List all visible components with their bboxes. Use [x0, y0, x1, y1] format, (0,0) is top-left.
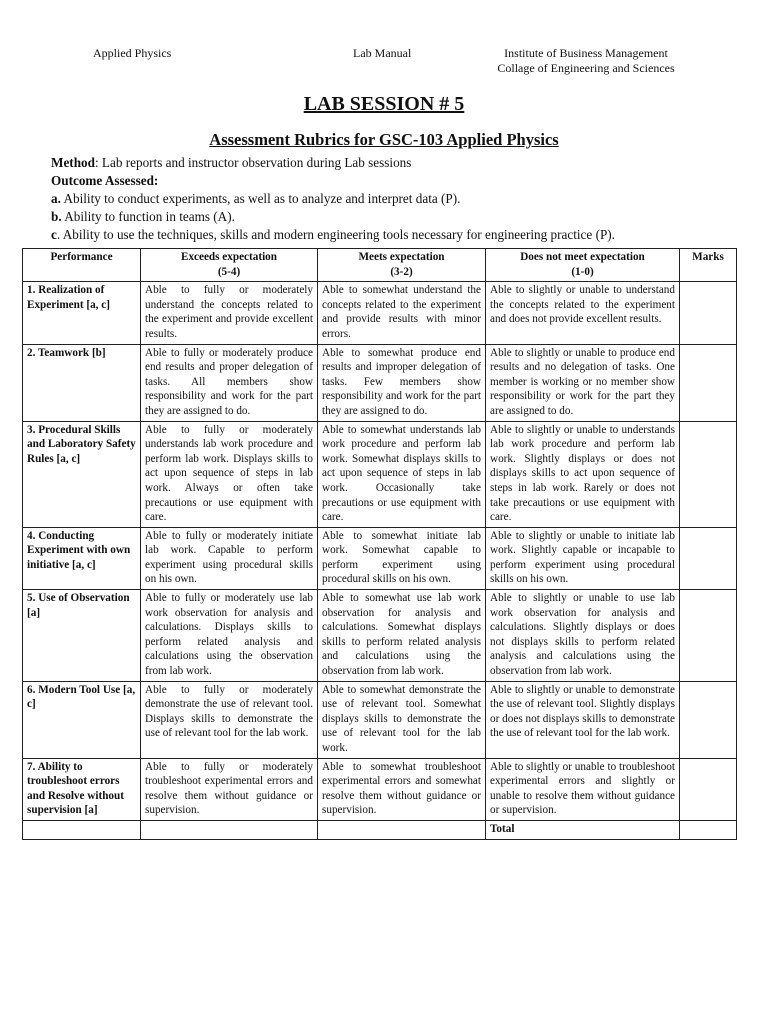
not-meet-cell: Able to slightly or unable to troubleshoot experimental errors and slightly or unable to resolve them without guidance or supervision.	[486, 758, 680, 820]
not-meet-cell: Able to slightly or unable to initiate lab work. Slightly capable or incapable to perform experiment using procedural skills on his own.	[486, 527, 680, 589]
outcome-item	[51, 208, 751, 226]
total-row	[23, 820, 737, 839]
total-empty-cell	[23, 820, 141, 839]
header-institute	[490, 46, 682, 76]
header-meets-label: Meets expectation	[358, 251, 445, 263]
table-row	[23, 758, 737, 820]
marks-cell	[680, 527, 737, 589]
performance-cell: 5. Use of Observation [a]	[23, 590, 141, 682]
page-subtitle: Assessment Rubrics for GSC-103 Applied Physics	[209, 130, 559, 149]
performance-cell: 1. Realization of Experiment [a, c]	[23, 282, 141, 344]
meets-cell: Able to somewhat initiate lab work. Somewhat capable to perform experiment using procedural skills on his own.	[318, 527, 486, 589]
header-meets-range: (3-2)	[390, 265, 413, 278]
not-meet-cell: Able to slightly or unable to use lab work observation for analysis and calculations. Slightly displays or does not displays skills to perform related analysis and calculations using the observation from lab work.	[486, 590, 680, 682]
total-marks-cell	[680, 820, 737, 839]
page-title: LAB SESSION # 5	[303, 93, 465, 115]
meets-cell: Able to somewhat understand the concepts related to the experiment and provide results with minor errors.	[318, 282, 486, 344]
not-meet-cell: Able to slightly or unable to understands lab work procedure and perform lab work. Slightly displays or does not displays skills to act upon sequence of steps in lab work. Rarely or does not take precautions or use equipment with care.	[486, 421, 680, 527]
outcome-text: Ability to function in teams (A).	[61, 209, 235, 224]
exceeds-cell: Able to fully or moderately troubleshoot experimental errors and resolve them without guidance or supervision.	[141, 758, 318, 820]
outcome-key: c	[51, 227, 57, 242]
header-institute-line2: Collage of Engineering and Sciences	[497, 61, 675, 75]
outcome-key: a.	[51, 191, 61, 206]
table-row	[23, 527, 737, 589]
header-marks: Marks	[680, 249, 737, 282]
outcome-item	[51, 226, 751, 244]
not-meet-cell: Able to slightly or unable to understand the concepts related to the experiment and does not provide excellent results.	[486, 282, 680, 344]
marks-cell	[680, 421, 737, 527]
table-row	[23, 590, 737, 682]
rubric-table	[22, 248, 737, 840]
performance-cell: 4. Conducting Experiment with own initiative [a, c]	[23, 527, 141, 589]
method-text: : Lab reports and instructor observation during Lab sessions	[94, 155, 412, 170]
marks-cell	[680, 282, 737, 344]
table-row	[23, 344, 737, 421]
meets-cell: Able to somewhat produce end results and improper delegation of tasks. Few members show responsibility and work for the part they are assigned to do.	[318, 344, 486, 421]
header-meets	[318, 249, 486, 282]
exceeds-cell: Able to fully or moderately initiate lab work. Capable to perform experiment using procedural skills on his own.	[141, 527, 318, 589]
table-row	[23, 421, 737, 527]
intro-section	[51, 154, 751, 244]
total-label: Total	[486, 820, 680, 839]
marks-cell	[680, 590, 737, 682]
exceeds-cell: Able to fully or moderately demonstrate the use of relevant tool. Displays skills to demonstrate the use of relevant tool for the lab work.	[141, 681, 318, 758]
not-meet-cell: Able to slightly or unable to produce end results and no delegation of tasks. One member is working or no member show responsibility or work for the part they are assigned to do.	[486, 344, 680, 421]
table-header-row	[23, 249, 737, 282]
method-label: Method	[51, 155, 95, 170]
outcome-label: Outcome Assessed:	[51, 173, 159, 188]
header-manual: Lab Manual	[353, 46, 412, 60]
meets-cell: Able to somewhat troubleshoot experimental errors and somewhat resolve them without guidance or supervision.	[318, 758, 486, 820]
outcome-heading	[51, 172, 751, 190]
outcome-key: b.	[51, 209, 62, 224]
header-not-meet	[486, 249, 680, 282]
header-exceeds-range: (5-4)	[217, 265, 241, 278]
exceeds-cell: Able to fully or moderately understands lab work procedure and perform lab work. Displays skills to act upon sequence of steps in lab work. Always or often take precautions or use equipment with care.	[141, 421, 318, 527]
header-not-meet-range: (1-0)	[571, 265, 594, 278]
table-row	[23, 681, 737, 758]
performance-cell: 3. Procedural Skills and Laboratory Safety Rules [a, c]	[23, 421, 141, 527]
outcome-item	[51, 190, 751, 208]
table-row	[23, 282, 737, 344]
header-exceeds-label: Exceeds expectation	[180, 251, 277, 263]
header-performance: Performance	[23, 249, 141, 282]
exceeds-cell: Able to fully or moderately produce end results and proper delegation of tasks. All members show responsibility and work for the part they are assigned to do.	[141, 344, 318, 421]
header-institute-line1: Institute of Business Management	[504, 46, 668, 60]
marks-cell	[680, 344, 737, 421]
header-course: Applied Physics	[93, 46, 172, 60]
performance-cell: 2. Teamwork [b]	[23, 344, 141, 421]
outcome-text: Ability to conduct experiments, as well as to analyze and interpret data (P).	[60, 191, 461, 206]
header-exceeds	[141, 249, 318, 282]
total-empty-cell	[141, 820, 318, 839]
header-not-meet-label: Does not meet expectation	[520, 251, 645, 263]
marks-cell	[680, 681, 737, 758]
meets-cell: Able to somewhat use lab work observation for analysis and calculations. Somewhat displays skills to perform related analysis and calculations using the observation from lab work.	[318, 590, 486, 682]
method-line	[51, 154, 751, 172]
meets-cell: Able to somewhat demonstrate the use of relevant tool. Somewhat displays skills to demonstrate the use of relevant tool for the lab work.	[318, 681, 486, 758]
performance-cell: 6. Modern Tool Use [a, c]	[23, 681, 141, 758]
performance-cell: 7. Ability to troubleshoot errors and Resolve without supervision [a]	[23, 758, 141, 820]
total-empty-cell	[318, 820, 486, 839]
outcome-text: . Ability to use the techniques, skills and modern engineering tools necessary for engineering practice (P).	[56, 227, 615, 242]
marks-cell	[680, 758, 737, 820]
exceeds-cell: Able to fully or moderately understand the concepts related to the experiment and provide excellent results.	[141, 282, 318, 344]
not-meet-cell: Able to slightly or unable to demonstrate the use of relevant tool. Slightly displays or does not displays skills to demonstrate the use of relevant tool for the lab work.	[486, 681, 680, 758]
exceeds-cell: Able to fully or moderately use lab work observation for analysis and calculations. Displays skills to perform related analysis and calculations using the observation from lab work.	[141, 590, 318, 682]
meets-cell: Able to somewhat understands lab work procedure and perform lab work. Somewhat displays skills to act upon sequence of steps in lab work. Occasionally take precautions or use equipment with care.	[318, 421, 486, 527]
